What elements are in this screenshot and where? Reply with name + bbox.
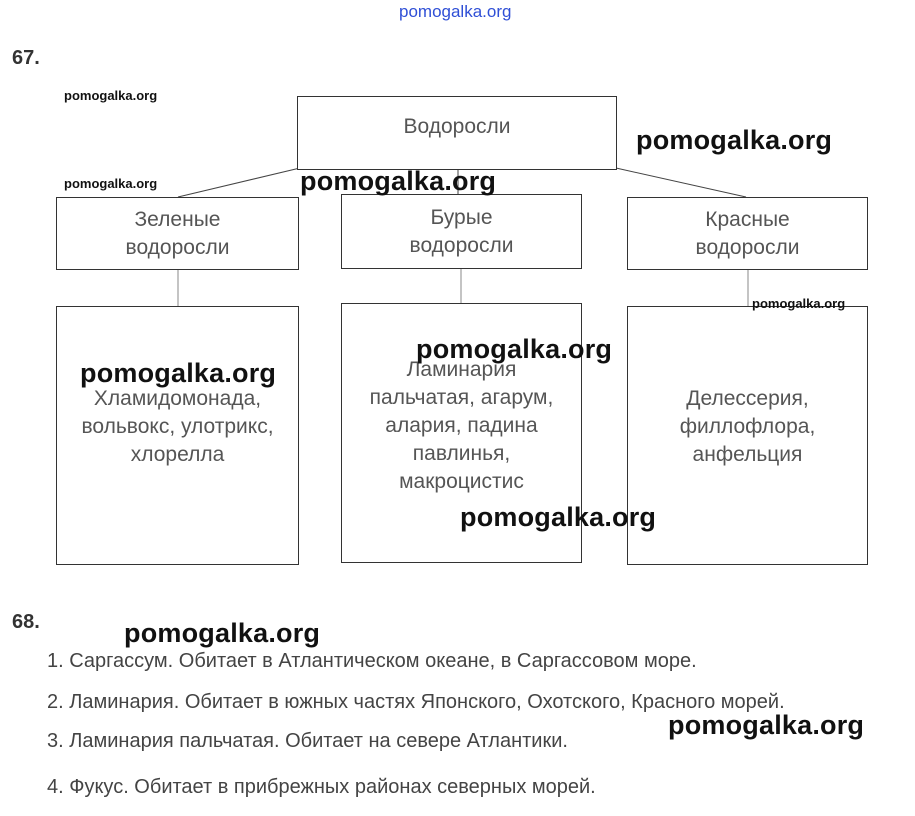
group-node-red	[627, 197, 868, 270]
list-item: 4. Фукус. Обитает в прибрежных районах северных морей.	[47, 776, 596, 798]
watermark-large: pomogalka.org	[124, 618, 321, 648]
examples-red-text: Делессерия, филлофлора, анфельция	[679, 387, 816, 466]
examples-brown-text: Ламинария пальчатая, агарум, алария, падина павлинья, макроцистис	[369, 358, 554, 493]
watermark-small: pomogalka.org	[752, 296, 846, 311]
connector-root-red	[616, 168, 746, 197]
task-68-number: 68.	[12, 611, 40, 633]
root-node	[297, 96, 617, 170]
examples-green-text: Хламидомонада, вольвокс, улотрикс, хлорелла	[81, 387, 274, 466]
examples-node-red	[627, 306, 868, 565]
watermark-large: pomogalka.org	[300, 166, 497, 196]
list-item: 3. Ламинария пальчатая. Обитает на севере Атлантики.	[47, 730, 568, 752]
group-node-green	[56, 197, 299, 270]
list-item: 1. Саргассум. Обитает в Атлантическом океане, в Саргассовом море.	[47, 650, 697, 672]
watermark-large: pomogalka.org	[636, 125, 833, 155]
task-67-number: 67.	[12, 47, 40, 69]
group-red-title: Красные водоросли	[695, 207, 800, 259]
group-green-title: Зеленые водоросли	[125, 207, 230, 259]
watermark-large: pomogalka.org	[668, 710, 865, 740]
group-brown-title: Бурые водоросли	[409, 205, 514, 257]
watermark-small: pomogalka.org	[64, 176, 158, 191]
watermark-large: pomogalka.org	[460, 502, 657, 532]
watermark-large: pomogalka.org	[416, 334, 613, 364]
list-item: 2. Ламинария. Обитает в южных частях Японского, Охотского, Красного морей.	[47, 691, 785, 713]
root-node-label: Водоросли	[403, 115, 511, 138]
watermark-large: pomogalka.org	[80, 358, 277, 388]
watermark-top: pomogalka.org	[399, 2, 512, 21]
examples-node-green	[56, 306, 299, 565]
connector-root-green	[178, 168, 300, 197]
watermark-small: pomogalka.org	[64, 88, 158, 103]
group-node-brown	[341, 194, 582, 269]
